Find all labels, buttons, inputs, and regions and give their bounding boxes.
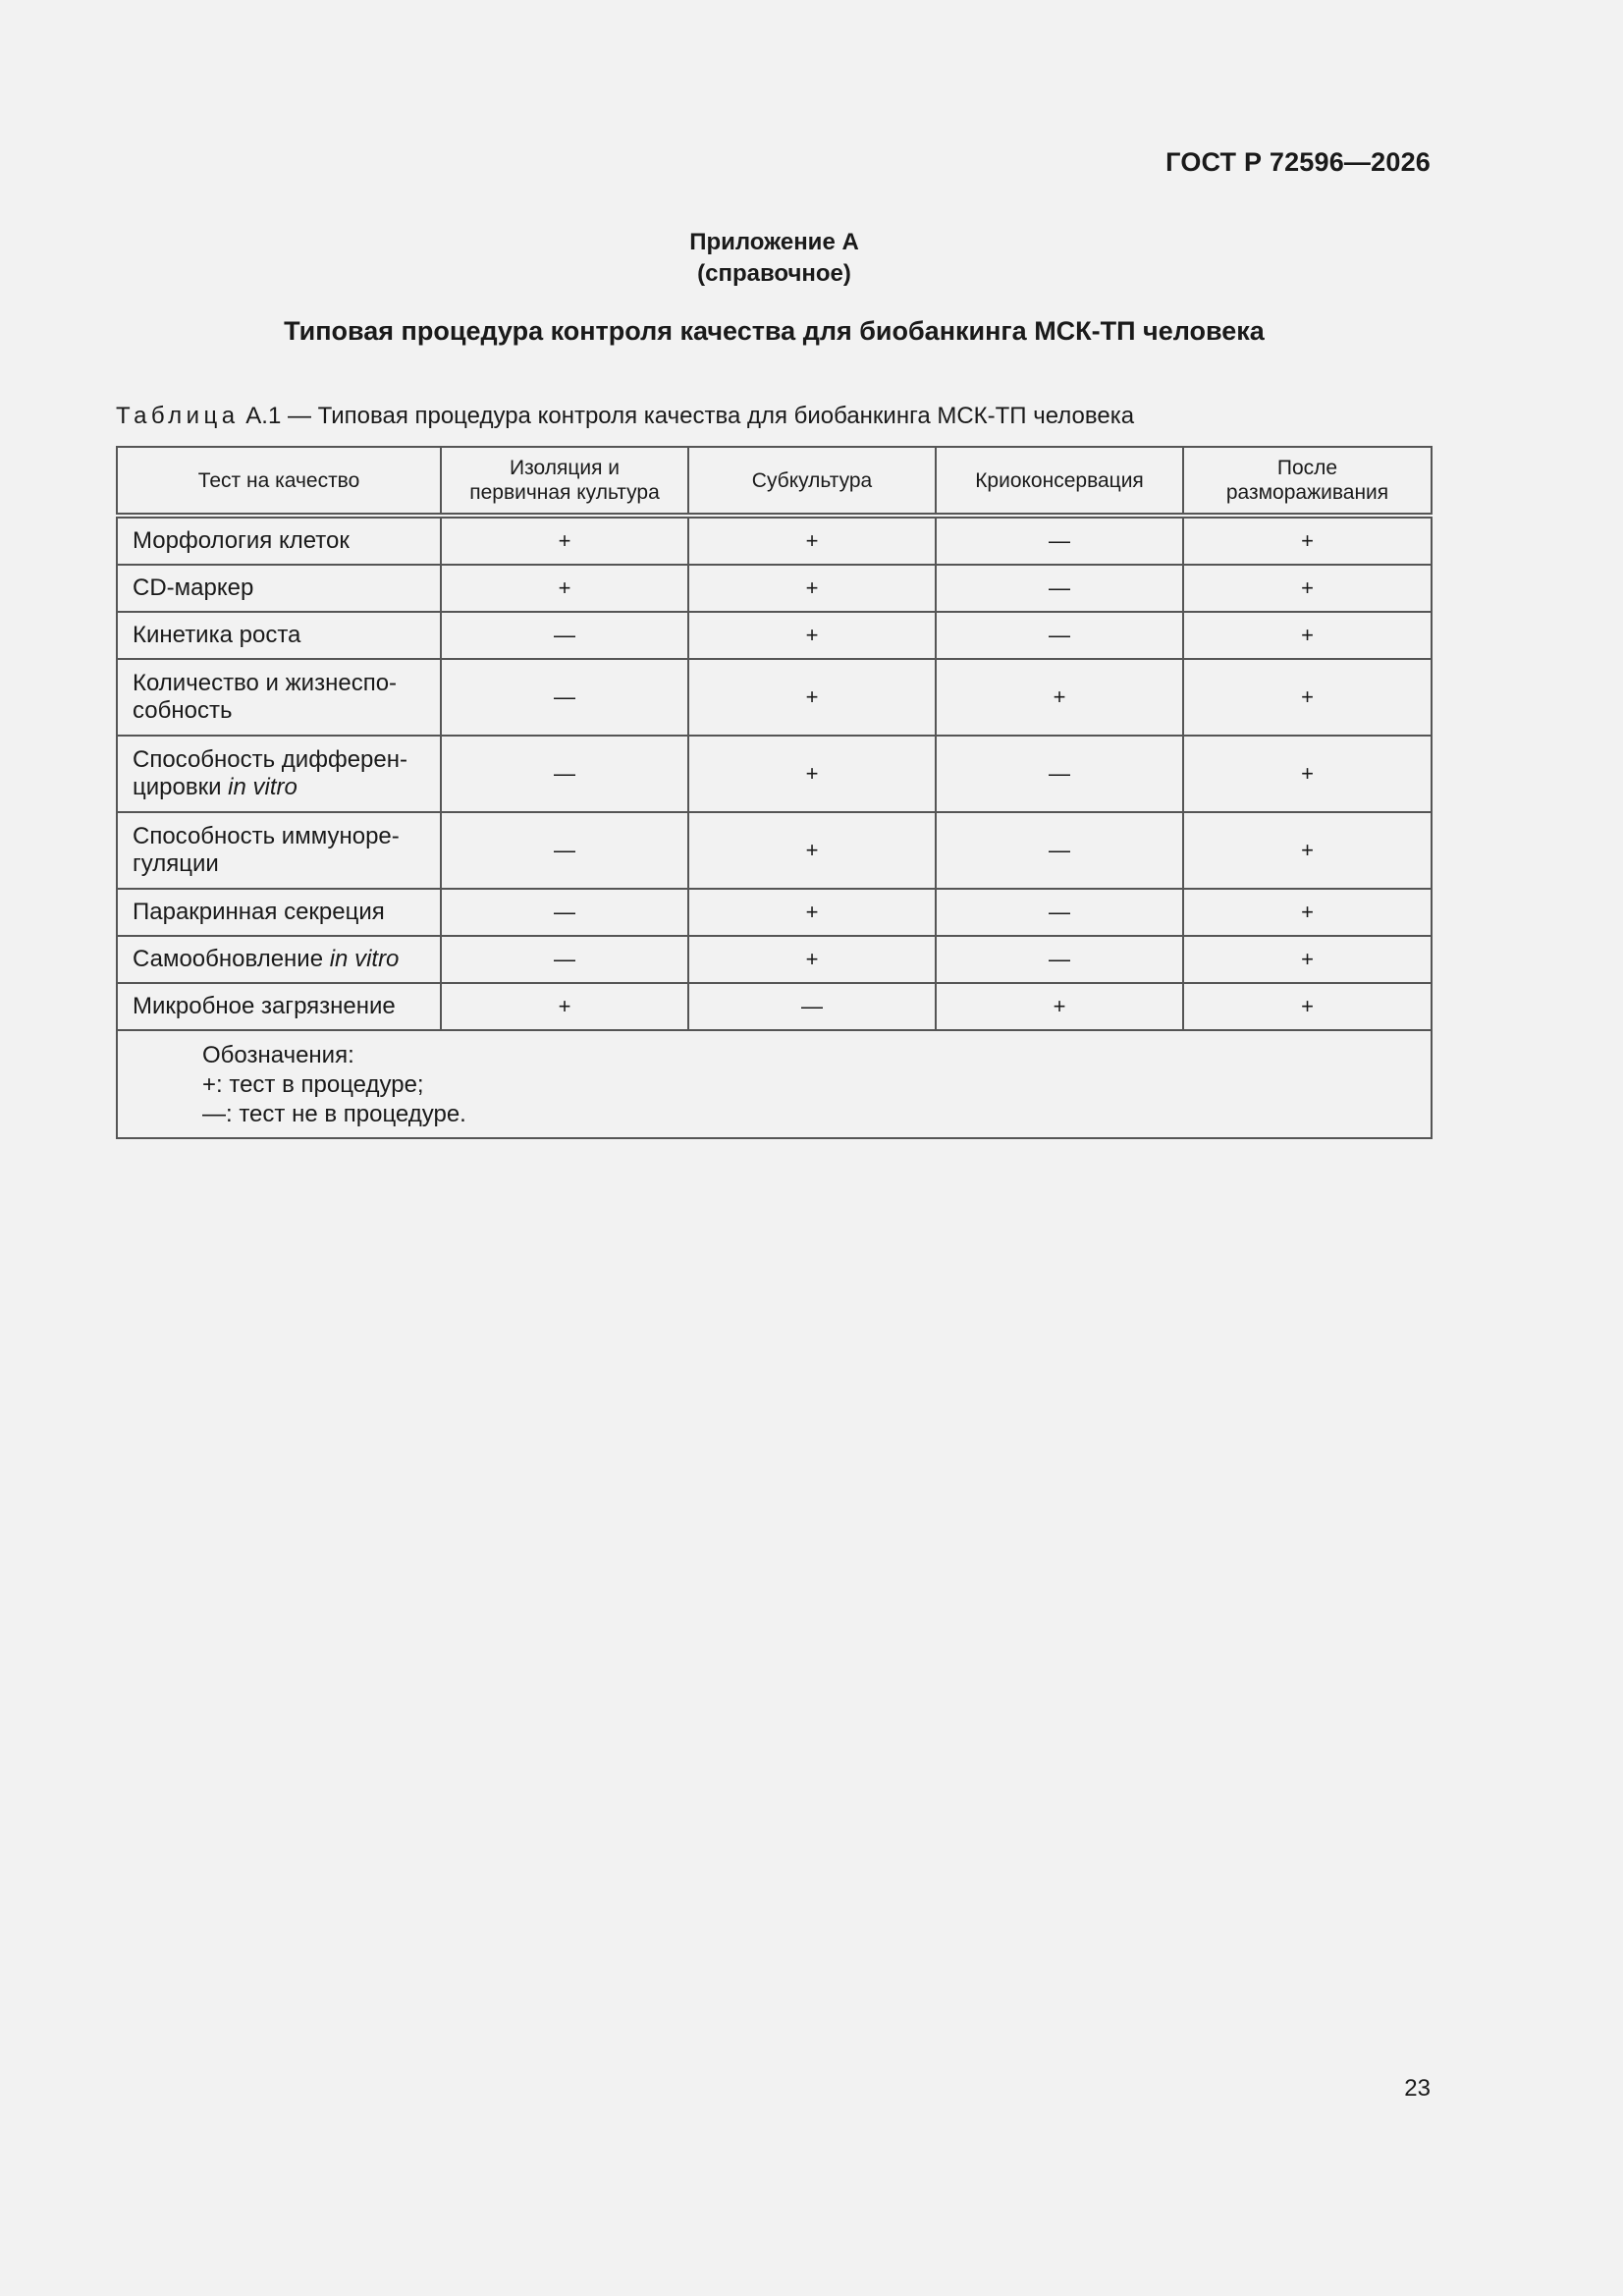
cell-isolation: + [441,516,688,565]
row-test-name [117,889,441,936]
table-caption [116,403,1134,430]
table-row [117,812,1432,889]
cell-cryopreservation: — [936,812,1183,889]
cell-after-thawing: + [1183,516,1432,565]
appendix-title: Приложение А [689,229,859,255]
row-test-name [117,936,441,983]
row-test-name-italic: in vitro [228,774,298,800]
table-header-row [117,447,1432,516]
cell-after-thawing: + [1183,565,1432,612]
row-test-name [117,983,441,1030]
legend-cell [117,1030,1432,1138]
table-row [117,983,1432,1030]
row-test-name-text: CD-маркер [133,574,254,601]
row-test-name-text: Микробное загрязнение [133,993,396,1019]
table-row [117,516,1432,565]
column-header-isolation [441,447,688,516]
row-test-name [117,612,441,659]
column-header-after-thawing-text: После размораживания [1225,457,1389,504]
table-caption-text: А.1 — Типовая процедура контроля качества для биобанкинга МСК-ТП человека [245,403,1135,429]
row-test-name-text: Самообновление [133,946,330,972]
table-row [117,565,1432,612]
cell-subculture: + [688,889,936,936]
table-row [117,659,1432,736]
document-code: ГОСТ Р 72596—2026 [1165,147,1431,177]
cell-isolation: — [441,936,688,983]
table-row [117,736,1432,812]
cell-subculture: — [688,983,936,1030]
cell-after-thawing: + [1183,812,1432,889]
row-test-name-text: Паракринная секреция [133,899,385,925]
cell-cryopreservation: — [936,612,1183,659]
cell-after-thawing: + [1183,936,1432,983]
column-header-after-thawing [1183,447,1432,516]
row-test-name-italic: in vitro [329,946,400,972]
cell-cryopreservation: — [936,565,1183,612]
row-test-name-text: Способность дифферен-цировки [133,746,407,800]
cell-cryopreservation: — [936,936,1183,983]
cell-subculture: + [688,936,936,983]
row-test-name-text: Количество и жизнеспо-собность [133,670,398,724]
cell-isolation: + [441,983,688,1030]
row-test-name-text: Кинетика роста [133,622,301,648]
row-test-name [117,659,441,736]
row-test-name [117,516,441,565]
table-row [117,889,1432,936]
legend-plus: +: тест в процедуре; [202,1071,424,1098]
cell-subculture: + [688,736,936,812]
legend-title: Обозначения: [202,1042,354,1068]
cell-cryopreservation: — [936,736,1183,812]
row-test-name-text: Морфология клеток [133,527,350,554]
cell-cryopreservation: + [936,659,1183,736]
cell-after-thawing: + [1183,736,1432,812]
cell-after-thawing: + [1183,983,1432,1030]
cell-after-thawing: + [1183,612,1432,659]
cell-cryopreservation: + [936,983,1183,1030]
cell-isolation: — [441,736,688,812]
cell-isolation: — [441,812,688,889]
cell-subculture: + [688,612,936,659]
quality-control-table [116,446,1433,1139]
row-test-name [117,565,441,612]
cell-cryopreservation: — [936,889,1183,936]
legend-row [117,1030,1432,1138]
cell-isolation: + [441,565,688,612]
column-header-test: Тест на качество [117,447,441,516]
cell-isolation: — [441,889,688,936]
cell-after-thawing: + [1183,889,1432,936]
appendix-note: (справочное) [697,260,851,287]
page-number: 23 [1404,2075,1431,2102]
cell-isolation: — [441,612,688,659]
row-test-name [117,812,441,889]
column-header-subculture: Субкультура [688,447,936,516]
cell-subculture: + [688,812,936,889]
row-test-name [117,736,441,812]
cell-isolation: — [441,659,688,736]
column-header-isolation-text: Изоляция и первичная культура [469,457,660,504]
table-caption-label: Таблица [116,403,240,429]
column-header-cryopreservation: Криоконсервация [936,447,1183,516]
cell-subculture: + [688,659,936,736]
cell-cryopreservation: — [936,516,1183,565]
table-row [117,612,1432,659]
table-row [117,936,1432,983]
legend-minus: —: тест не в процедуре. [202,1101,466,1127]
cell-subculture: + [688,516,936,565]
row-test-name-text: Способность иммуноре-гуляции [133,823,400,877]
section-title: Типовая процедура контроля качества для биобанкинга МСК-ТП человека [284,316,1265,346]
cell-after-thawing: + [1183,659,1432,736]
cell-subculture: + [688,565,936,612]
